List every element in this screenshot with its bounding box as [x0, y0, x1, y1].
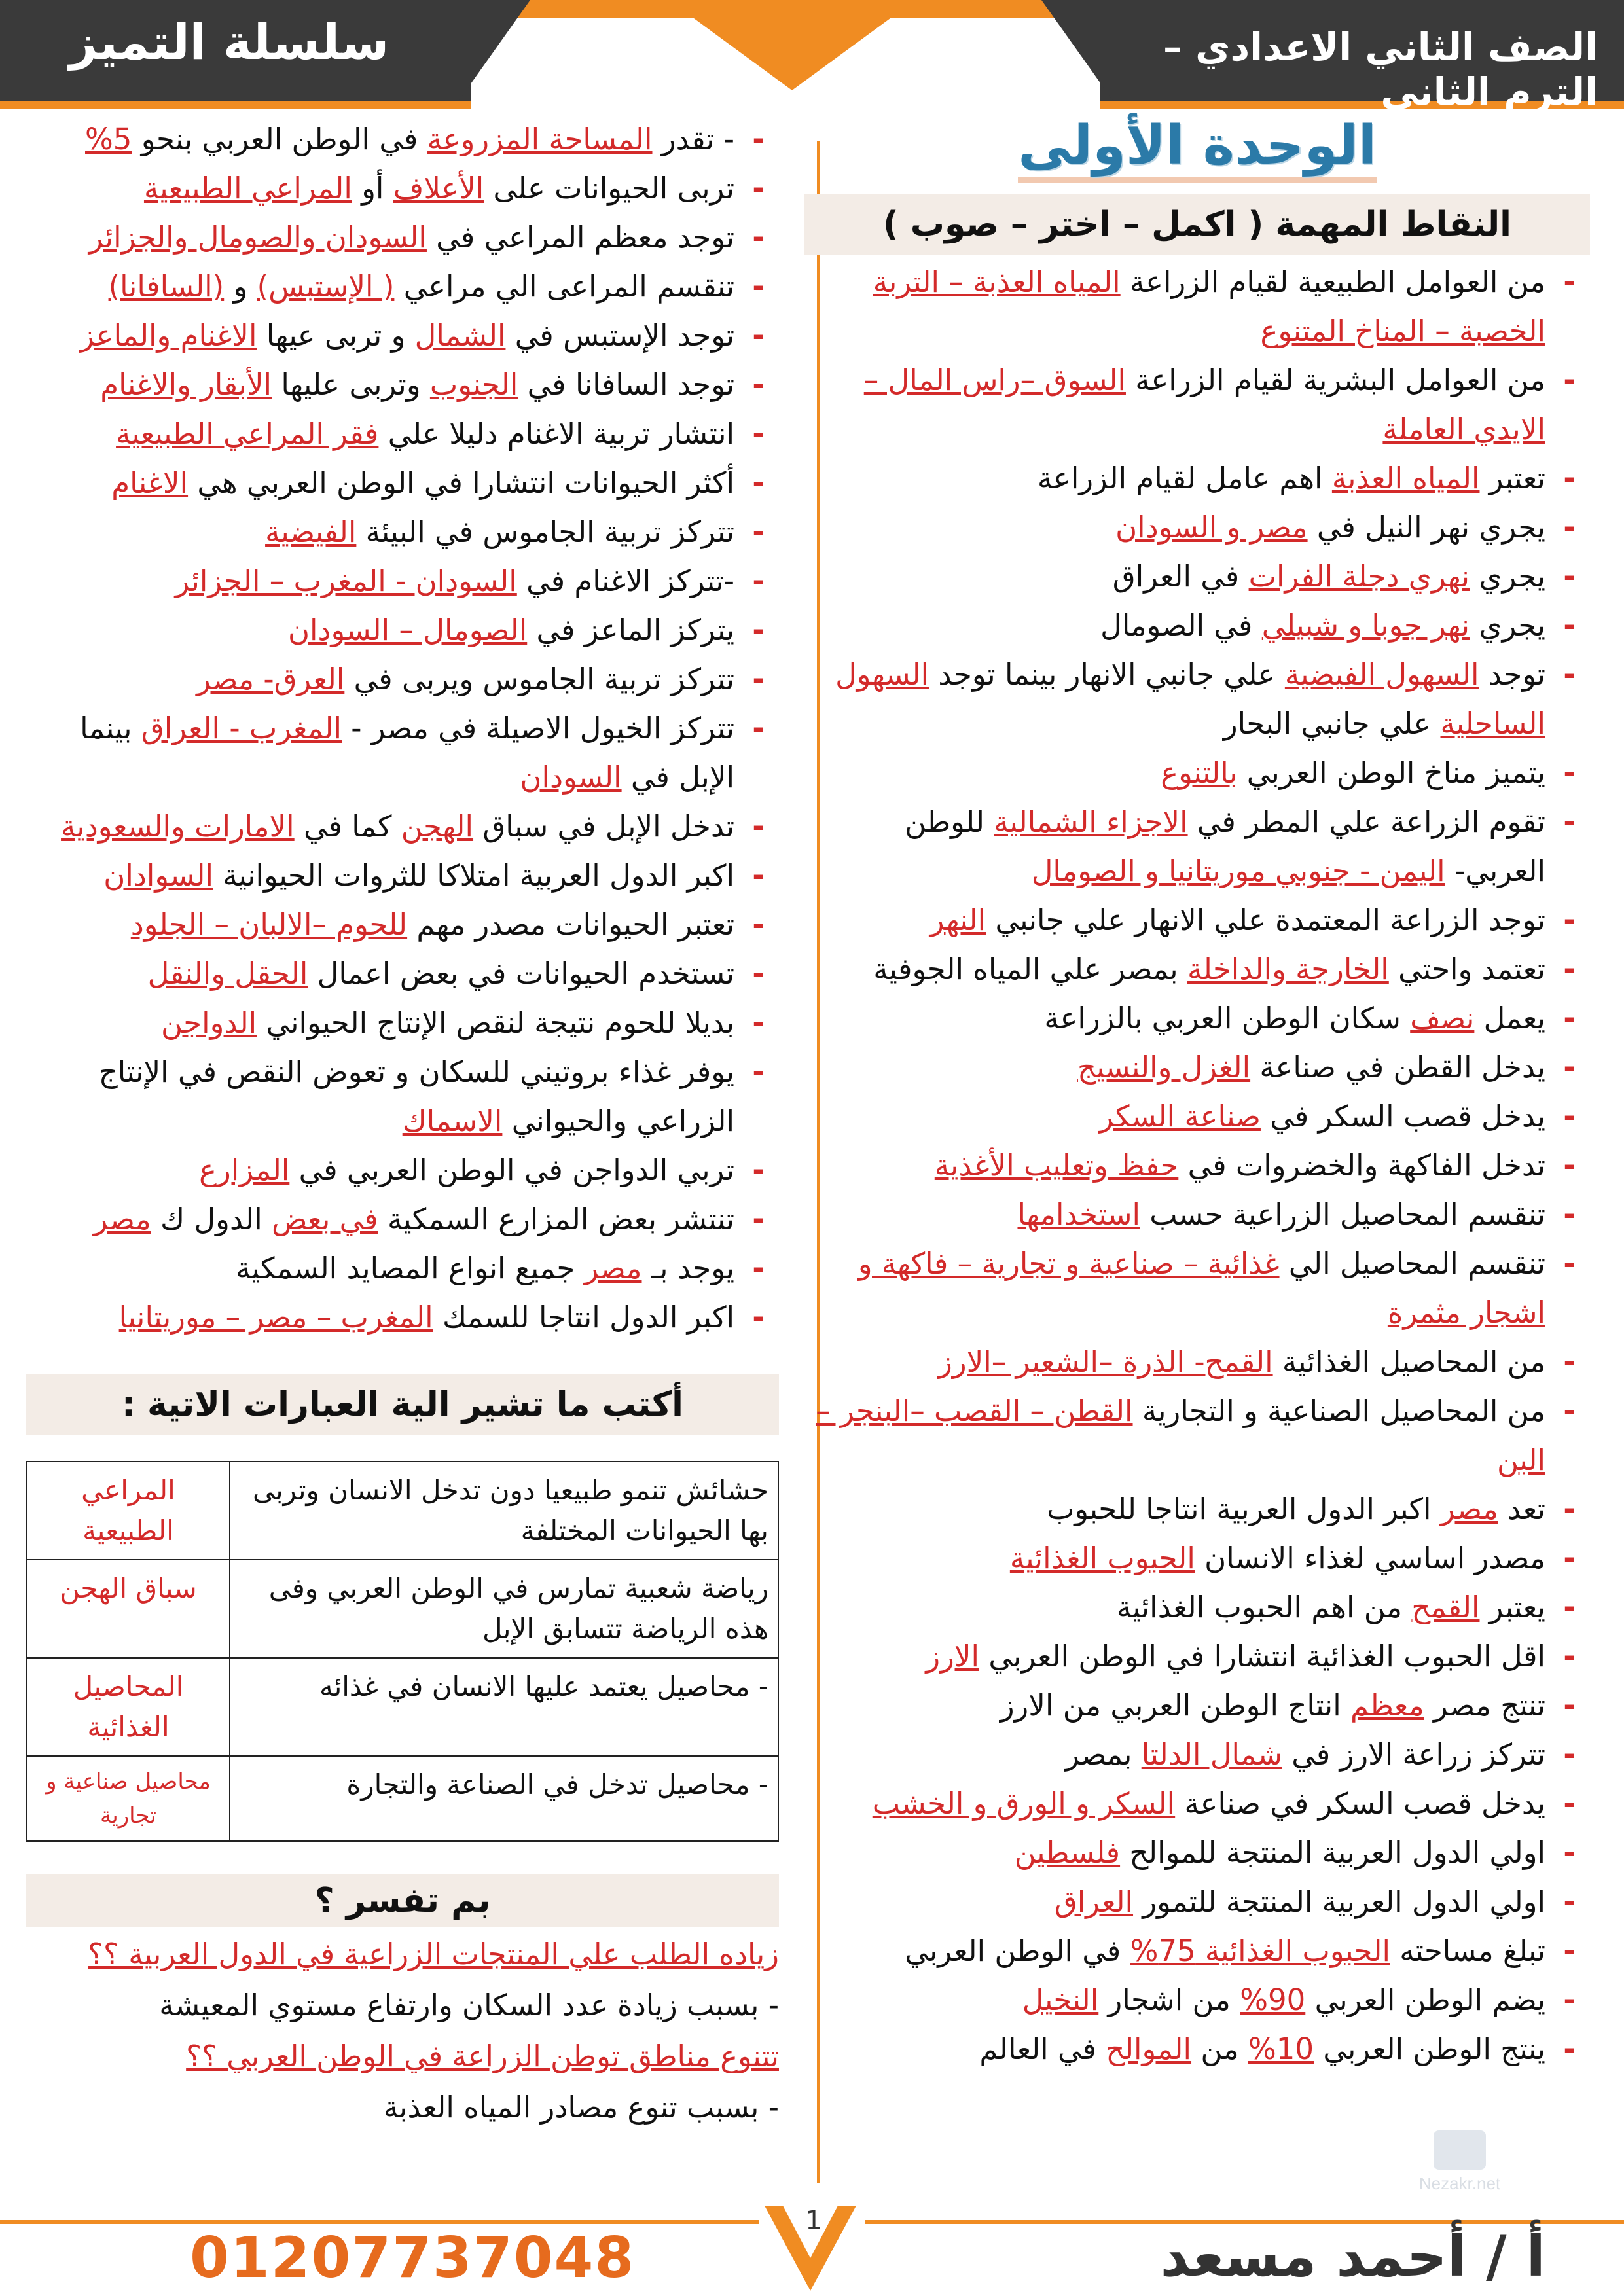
answer-text: الاسماك — [402, 1103, 503, 1138]
definition-row — [27, 1462, 778, 1560]
list-item — [804, 1239, 1590, 1337]
statement-text: من اشجار — [1098, 1982, 1240, 2017]
statement-text: تتركز زراعة الارز في — [1282, 1737, 1545, 1772]
list-item — [804, 257, 1590, 355]
definitions-table — [26, 1461, 779, 1842]
answer-text: 5% — [85, 122, 132, 156]
list-item — [804, 1141, 1590, 1190]
statement-text: تتركز الخيول الاصيلة في مصر - — [342, 711, 734, 745]
answer-text: العرق- مصر — [196, 662, 345, 696]
statement-text: يدخل قصب السكر في صناعة — [1175, 1786, 1545, 1821]
list-item — [26, 949, 779, 998]
list-item — [804, 2024, 1590, 2073]
answer-text: بالتنوع — [1161, 755, 1238, 790]
list-item — [804, 1632, 1590, 1681]
statement-text: يتركز الماعز في — [527, 613, 734, 647]
answer-text: فقر المراعي الطبيعية — [116, 416, 379, 451]
list-item — [26, 802, 779, 851]
answer-text: السودان والصومال والجزائر — [88, 220, 427, 255]
list-item — [26, 164, 779, 213]
statement-text: كما في — [294, 809, 401, 844]
watermark-text: Nezakr.net — [1418, 2174, 1501, 2193]
statement-text: من المحاصيل الغذائية — [1272, 1344, 1545, 1379]
statement-text: تنقسم المحاصيل الي — [1279, 1246, 1545, 1281]
statement-text: ينتج الوطن العربي — [1314, 2032, 1545, 2066]
statement-text: توجد السافانا في — [518, 367, 734, 402]
answer-text: المغرب - العراق — [141, 711, 342, 745]
definition-row — [27, 1658, 778, 1756]
answer-text: الاغنام — [111, 465, 189, 500]
answer-text: المساحة المزروعة — [427, 122, 653, 156]
answer-text: المياه العذبة — [1331, 461, 1480, 495]
answer-text: المراعي الطبيعية — [143, 171, 352, 206]
statement-text: تتركز تربية الجاموس في البيئة — [356, 514, 734, 549]
grade-term: الصف الثاني الاعدادي – الترم الثاني — [1163, 25, 1598, 114]
explain-answer: - بسبب تنوع مصادر المياه العذبة — [383, 2090, 779, 2125]
list-item — [26, 409, 779, 458]
list-item — [804, 1681, 1590, 1730]
answer-text: معظم — [1350, 1688, 1424, 1723]
list-item — [804, 1043, 1590, 1092]
definition-text: - محاصيل تدخل في الصناعة والتجارة — [230, 1756, 778, 1841]
answer-text: الحبوب الغذائية — [1009, 1541, 1195, 1575]
statement-text: يوجد بـ — [641, 1251, 734, 1285]
statement-text: في العراق — [1112, 559, 1249, 594]
list-item — [804, 1975, 1590, 2024]
answer-text: 10% — [1248, 2032, 1314, 2066]
statement-text: بديلا للحوم نتيجة لنقص الإنتاج الحيواني — [257, 1005, 734, 1040]
list-item — [804, 601, 1590, 650]
explain-answer: - بسبب زيادة عدد السكان وارتفاع مستوي المعيشة — [159, 1988, 779, 2022]
statement-text: تربي الدواجن في الوطن العربي في — [289, 1153, 734, 1187]
statement-text: بينما الإبل في — [80, 711, 734, 795]
answer-text: السوق –راس المال – الايدي العاملة — [863, 363, 1545, 446]
list-item — [804, 503, 1590, 552]
phone-number: 01207737048 — [190, 2225, 636, 2291]
answer-text: صناعة السكر — [1099, 1099, 1261, 1134]
answer-text: المغرب – مصر – موريتانيا — [118, 1300, 433, 1335]
author-name: أ / أحمد مسعد — [1160, 2224, 1545, 2289]
answer-text: القمح- الذرة –الشعير –الارز — [938, 1344, 1273, 1379]
definition-text: رياضة شعبية تمارس في الوطن العربي وفى هذه الرياضة تتسابق الإبل — [230, 1560, 778, 1658]
answer-text: للحوم –الالبان – الجلود — [130, 907, 408, 942]
page-footer — [0, 2206, 1624, 2296]
statement-text: و — [224, 269, 257, 304]
statement-text: في الوطن العربي بنحو — [132, 122, 427, 156]
list-item — [26, 213, 779, 262]
statement-text: تتركز تربية الجاموس ويربى في — [344, 662, 734, 696]
list-item — [804, 1926, 1590, 1975]
answer-text: القطن – القصب –البنجر –البن — [816, 1393, 1545, 1477]
answer-text: اليمن - جنوبي موريتانيا و الصومال — [1031, 853, 1445, 888]
answer-text: الجنوب — [429, 367, 518, 402]
statement-text: اكبر الدول انتاجا للسمك — [433, 1300, 734, 1335]
statement-text: أو — [352, 171, 393, 206]
statement-text: سكان الوطن العربي بالزراعة — [1044, 1001, 1411, 1035]
answer-text: الارز — [926, 1639, 980, 1674]
statement-text: انتاج الوطن العربي من الارز — [1000, 1688, 1351, 1723]
statement-text: أكثر الحيوانات انتشارا في الوطن العربي هي — [188, 465, 734, 500]
list-item — [804, 1828, 1590, 1877]
list-item — [26, 851, 779, 900]
statement-text: -تتركز الاغنام في — [516, 564, 734, 598]
statement-text: يتميز مناخ الوطن العربي — [1237, 755, 1545, 790]
list-item — [804, 1092, 1590, 1141]
list-item — [26, 704, 779, 802]
statement-text: مصدر اساسي لغذاء الانسان — [1195, 1541, 1545, 1575]
list-item — [804, 748, 1590, 797]
statement-text: الدول ك — [151, 1202, 272, 1236]
answer-text: الفيضية — [265, 514, 357, 549]
list-item — [804, 1484, 1590, 1534]
answer-text: ( الإستبس) — [257, 269, 395, 304]
list-item — [26, 900, 779, 949]
statement-text: في العالم — [979, 2032, 1106, 2066]
statement-text: يعمل — [1474, 1001, 1545, 1035]
list-item — [26, 605, 779, 655]
answer-text: (السافانا) — [108, 269, 225, 304]
answer-text: شمال الدلتا — [1141, 1737, 1282, 1772]
statement-text: اقل الحبوب الغذائية انتشارا في الوطن العربي — [979, 1639, 1545, 1674]
list-item — [804, 1337, 1590, 1386]
explain-question-row — [26, 1931, 779, 1978]
unit-title: الوحدة الأولى — [1018, 115, 1377, 183]
statement-text: و تربى عيها — [257, 318, 415, 353]
statement-text: توجد — [1479, 657, 1545, 692]
answer-text: الاغنام والماعز — [79, 318, 257, 353]
statement-text: يضم الوطن العربي — [1305, 1982, 1545, 2017]
statement-text: من اهم الحبوب الغذائية — [1116, 1590, 1412, 1624]
indicate-title: أكتب ما تشير الية العبارات الاتية : — [26, 1374, 779, 1435]
answer-text: السودان - المغرب – الجزائر — [175, 564, 517, 598]
statement-text: جميع انواع المصايد السمكية — [236, 1251, 585, 1285]
answer-text: السهول الساحلية — [835, 657, 1545, 741]
list-item — [26, 311, 779, 360]
unit-title-wrap — [804, 115, 1590, 187]
list-item — [804, 1190, 1590, 1239]
list-item — [26, 1244, 779, 1293]
statement-text: تنقسم المحاصيل الزراعية حسب — [1140, 1197, 1545, 1232]
answer-text: الاجزاء الشمالية — [994, 804, 1188, 839]
answer-text: غذائية – صناعية و تجارية – فاكهة و اشجار مثمرة — [857, 1246, 1545, 1330]
statement-text: يوفر غذاء بروتيني للسكان و تعوض النقص في الإنتاج الزراعي والحيواني — [98, 1054, 734, 1138]
list-item — [804, 1779, 1590, 1828]
page-header — [0, 0, 1624, 114]
header-accent-bar — [497, 0, 1126, 18]
answer-text: مصر و السودان — [1115, 510, 1308, 545]
statement-text: في الصومال — [1100, 608, 1262, 643]
answer-text: السكر و الورق و الخشب — [872, 1786, 1176, 1821]
list-item — [26, 655, 779, 704]
statement-text: علي جانبي البحار — [1223, 706, 1441, 741]
statement-text: يجري — [1470, 608, 1545, 643]
list-item — [804, 1730, 1590, 1779]
statement-text: بمصر — [1065, 1737, 1142, 1772]
left-column — [26, 115, 779, 2131]
answer-text: السودان — [520, 760, 622, 795]
list-item — [804, 355, 1590, 454]
statement-text: تنتشر بعض المزارع السمكية — [378, 1202, 734, 1236]
watermark-logo-icon — [1394, 2127, 1525, 2199]
definition-term: المراعي الطبيعية — [27, 1462, 230, 1560]
answer-text: الامارات والسعودية — [61, 809, 295, 844]
right-column — [804, 115, 1590, 2073]
answer-text: الأبقار والاغنام — [100, 367, 272, 402]
list-item — [26, 507, 779, 556]
answer-text: القمح — [1411, 1590, 1480, 1624]
list-item — [26, 998, 779, 1047]
answer-text: نهري دجلة الفرات — [1248, 559, 1470, 594]
list-item — [804, 797, 1590, 895]
series-title: سلسلة التميز — [69, 14, 389, 71]
answer-text: الخارجة والداخلة — [1187, 952, 1389, 986]
list-item — [804, 944, 1590, 994]
list-item — [26, 1293, 779, 1342]
header-left-edge — [458, 0, 530, 101]
statement-text: تعتبر — [1479, 461, 1545, 495]
statement-text: يدخل قصب السكر في — [1260, 1099, 1545, 1134]
statement-text: اولي الدول العربية المنتجة للموالح — [1120, 1835, 1545, 1870]
explain-list — [26, 1931, 779, 2131]
list-item — [26, 1145, 779, 1194]
statement-text: يدخل القطن في صناعة — [1250, 1050, 1545, 1085]
important-points-title: النقاط المهمة ( اكمل – اختر – صوب ) — [804, 194, 1590, 255]
statement-text: يعتبر — [1479, 1590, 1545, 1624]
statement-text: بمصر علي المياه الجوفية — [873, 952, 1187, 986]
statement-text: من العوامل الطبيعية لقيام الزراعة — [1120, 264, 1545, 299]
list-item — [804, 895, 1590, 944]
statement-text: - تقدر — [652, 122, 734, 156]
answer-text: الغزل والنسيج — [1077, 1050, 1251, 1085]
statement-text: اهم عامل لقيام الزراعة — [1037, 461, 1332, 495]
statement-text: في الوطن العربي — [905, 1933, 1130, 1968]
list-item — [804, 1386, 1590, 1484]
answer-text: السهول الفيضية — [1284, 657, 1479, 692]
answer-text: الحبوب الغذائية 75% — [1130, 1933, 1390, 1968]
definition-row — [27, 1756, 778, 1841]
answer-text: نصف — [1410, 1001, 1475, 1035]
important-points-list — [804, 257, 1590, 2073]
answer-text: نهر جوبا و شبيلي — [1261, 608, 1470, 643]
statement-text: انتشار تربية الاغنام دليلا علي — [378, 416, 734, 451]
statement-text: اكبر الدول العربية انتاجا للحبوب — [1047, 1492, 1441, 1526]
page-number: 1 — [805, 2206, 822, 2236]
answer-text: المزارع — [199, 1153, 290, 1187]
explain-question: زياده الطلب علي المنتجات الزراعية في الدول العربية ؟؟ — [88, 1937, 779, 1971]
list-item — [26, 262, 779, 311]
list-item — [804, 1583, 1590, 1632]
answer-text: النخيل — [1022, 1982, 1099, 2017]
explain-title: بم تفسر ؟ — [26, 1874, 779, 1927]
list-item — [26, 360, 779, 409]
explain-question-row — [26, 2033, 779, 2080]
statement-text: من — [1191, 2032, 1248, 2066]
statement-text: يجري نهر النيل في — [1307, 510, 1545, 545]
statement-text: علي جانبي الانهار بينما توجد — [929, 657, 1285, 692]
list-item — [804, 650, 1590, 748]
answer-text: الشمال — [414, 318, 506, 353]
footer-left-line — [0, 2220, 759, 2224]
statement-text: تعد — [1498, 1492, 1545, 1526]
statement-text: اكبر الدول العربية امتلاكا للثروات الحيوانية — [213, 858, 734, 893]
definition-text: - محاصيل يعتمد عليها الانسان في غذائه — [230, 1658, 778, 1756]
answer-text: المياه العذبة – التربة الخصبة – المناخ المتنوع — [873, 264, 1545, 348]
statement-text: تقوم الزراعة علي المطر في — [1187, 804, 1545, 839]
statement-text: توجد الزراعة المعتمدة علي الانهار علي جانبي — [986, 903, 1545, 937]
list-item — [804, 454, 1590, 503]
list-item — [804, 1877, 1590, 1926]
list-item — [26, 458, 779, 507]
answer-text: مصر — [584, 1251, 642, 1285]
statement-text: تعتمد واحتي — [1388, 952, 1545, 986]
statement-text: اولي الدول العربية المنتجة للتمور — [1133, 1884, 1545, 1919]
statement-text: وتربى عليها — [272, 367, 430, 402]
statement-text: تنقسم المراعى الي مراعي — [394, 269, 734, 304]
answer-text: النهر — [929, 903, 986, 937]
statement-text: تعتبر الحيوانات مصدر مهم — [407, 907, 734, 942]
header-accent-triangle — [694, 18, 890, 90]
list-item — [26, 1047, 779, 1145]
list-item — [26, 556, 779, 605]
answer-text: السوادان — [103, 858, 213, 893]
header-right-edge — [1041, 0, 1113, 101]
statement-text: تدخل الإبل في سباق — [473, 809, 734, 844]
definition-term: المحاصيل الغذائية — [27, 1658, 230, 1756]
answer-text: استخدامها — [1017, 1197, 1140, 1232]
definition-term: سباق الهجن — [27, 1560, 230, 1658]
statement-text: تبلغ مساحته — [1390, 1933, 1545, 1968]
definition-term: محاصيل صناعية و تجارية — [27, 1756, 230, 1841]
answer-text: في بعض — [272, 1202, 378, 1236]
answer-text: الحقل والنقل — [147, 956, 308, 991]
statement-text: توجد الإستبس في — [505, 318, 734, 353]
statement-text: من العوامل البشرية لقيام الزراعة — [1125, 363, 1545, 397]
answer-text: الدواجن — [161, 1005, 257, 1040]
list-item — [804, 1534, 1590, 1583]
statement-text: تربى الحيوانات على — [484, 171, 734, 206]
explain-question: تتنوع مناطق توطن الزراعة في الوطن العربي ؟؟ — [186, 2039, 779, 2073]
statement-text: يجري — [1470, 559, 1545, 594]
answer-text: الموالح — [1106, 2032, 1192, 2066]
statement-text: توجد معظم المراعي في — [426, 220, 734, 255]
list-item — [804, 552, 1590, 601]
answer-text: حفظ وتعليب الأغذية — [934, 1148, 1179, 1183]
list-item — [804, 994, 1590, 1043]
answer-text: العراق — [1054, 1884, 1134, 1919]
answer-text: الأعلاف — [393, 171, 484, 206]
statement-text: تدخل الفاكهة والخضروات في — [1178, 1148, 1545, 1183]
answer-text: فلسطين — [1014, 1835, 1121, 1870]
answer-text: مصر — [1440, 1492, 1498, 1526]
animal-points-list — [26, 115, 779, 1342]
definition-row — [27, 1560, 778, 1658]
answer-text: 90% — [1240, 1982, 1306, 2017]
definition-text: حشائش تنمو طبيعيا دون تدخل الانسان وتربى بها الحيوانات المختلفة — [230, 1462, 778, 1560]
statement-text: من المحاصيل الصناعية و التجارية — [1132, 1393, 1545, 1428]
statement-text: تستخدم الحيوانات في بعض اعمال — [308, 956, 734, 991]
answer-text: مصر — [93, 1202, 151, 1236]
statement-text: للوطن العربي- — [905, 804, 1545, 888]
statement-text: تنتج مصر — [1424, 1688, 1545, 1723]
list-item — [26, 1194, 779, 1244]
answer-text: الصومال – السودان — [287, 613, 528, 647]
answer-text: الهجن — [401, 809, 474, 844]
list-item — [26, 115, 779, 164]
